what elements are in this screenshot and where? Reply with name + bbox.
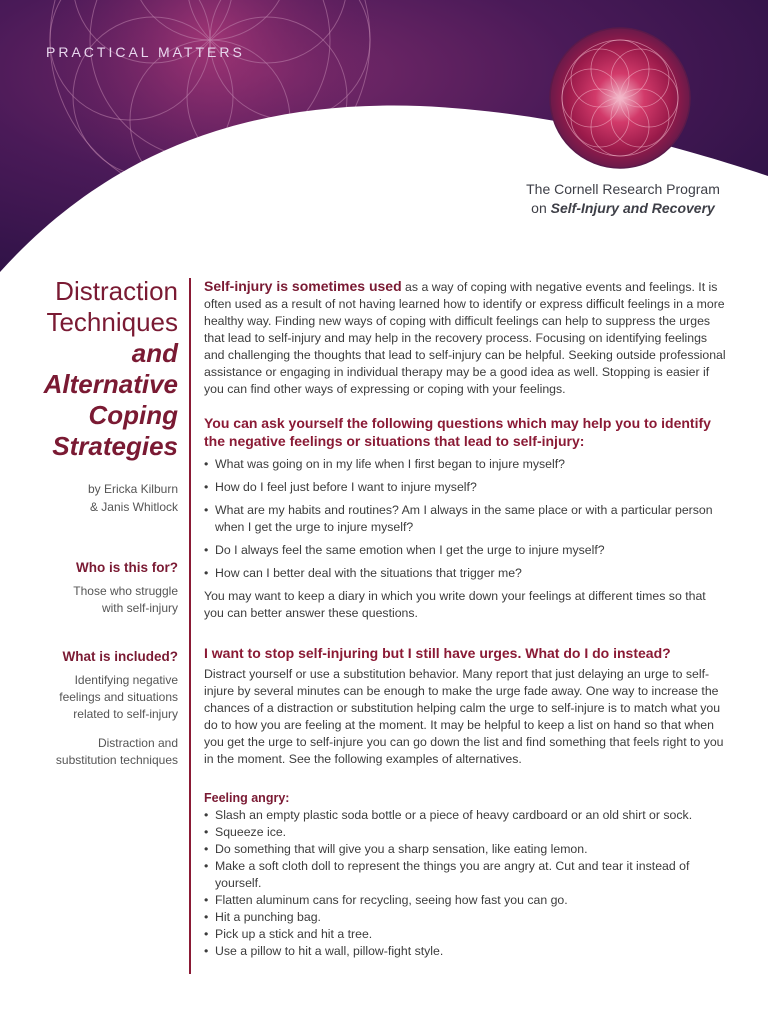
bullet-icon: •: [204, 480, 209, 494]
alternative-text: Squeeze ice.: [215, 825, 287, 839]
included-item: [20, 672, 178, 723]
alternative-text: Make a soft cloth doll to represent the things you are angry at. Cut and tear it instead of yourself.: [215, 859, 690, 890]
alternative-text: Hit a punching bag.: [215, 910, 321, 924]
question-text: Do I always feel the same emotion when I get the urge to injure myself?: [215, 543, 605, 557]
diary-paragraph: You may want to keep a diary in which you write down your feelings at different times so that you can better answer these questions.: [204, 589, 706, 620]
list-item: [204, 909, 726, 926]
urges-paragraph: Distract yourself or use a substitution behavior. Many report that just delaying an urge to self-injure by several minutes can be enough to make the urge fade away. One way to increase the chances of a distraction or substitution helping calm the urge to self-injure is to match what you do to how you are feeling at the moment. It may be helpful to keep a list on hand so that when you get the urge to self-injure you can go down the list and find something that feels right to you in the moment. See the following examples of alternatives.: [204, 667, 724, 766]
alternative-text: Use a pillow to hit a wall, pillow-fight style.: [215, 944, 444, 958]
list-item: [204, 943, 726, 960]
bullet-icon: •: [204, 927, 209, 941]
questions-heading: You can ask yourself the following questions which may help you to identify the negative feelings or situations that lead to self-injury:: [204, 415, 711, 449]
program-line1: The Cornell Research Program: [526, 181, 720, 197]
list-item: [204, 858, 726, 892]
list-item: [204, 502, 726, 536]
author-line: & Janis Whitlock: [89, 500, 178, 514]
program-line2-emphasis: Self-Injury and Recovery: [550, 200, 715, 216]
bullet-icon: •: [204, 910, 209, 924]
intro-text: as a way of coping with negative events and feelings. It is often used as a result of not having learned how to identify or express difficult feelings in a more healthy way. Finding new ways of coping with difficult feelings can help to suppress the urges that lead to self-injury and may help in the recovery process. Focusing on identifying feelings and challenging the thoughts that lead to self-injury can be helpful. Seeking outside professional assistance or engaging in individual therapy may be a good idea as well. Stopping is easier if you can find other ways of expressing or coping with your feelings.: [204, 280, 726, 396]
included-line: Identifying negative: [74, 673, 178, 687]
main-content: [204, 278, 726, 960]
included-item: [20, 735, 178, 769]
list-item: [204, 892, 726, 909]
sidebar: [20, 276, 178, 769]
bullet-icon: •: [204, 503, 209, 517]
authors: [20, 480, 178, 516]
included-line: related to self-injury: [73, 707, 178, 721]
included-heading: What is included?: [62, 649, 178, 664]
bullet-icon: •: [204, 859, 209, 873]
program-name: [500, 180, 746, 218]
question-text: How do I feel just before I want to injure myself?: [215, 480, 477, 494]
questions-list: [204, 456, 726, 582]
list-item: [204, 479, 726, 496]
included-line: feelings and situations: [59, 690, 178, 704]
question-text: What was going on in my life when I first began to injure myself?: [215, 457, 565, 471]
bullet-icon: •: [204, 543, 209, 557]
list-item: [204, 456, 726, 473]
program-line2-prefix: on: [531, 200, 551, 216]
question-text: What are my habits and routines? Am I always in the same place or with a particular person when I get the urge to injure myself?: [215, 503, 713, 534]
document-title: [20, 276, 178, 462]
intro-lead: Self-injury is sometimes used: [204, 278, 402, 294]
bullet-icon: •: [204, 893, 209, 907]
list-item: [204, 824, 726, 841]
alternative-text: Slash an empty plastic soda bottle or a piece of heavy cardboard or an old shirt or sock.: [215, 808, 693, 822]
question-text: How can I better deal with the situations that trigger me?: [215, 566, 522, 580]
bullet-icon: •: [204, 944, 209, 958]
alternative-text: Do something that will give you a sharp sensation, like eating lemon.: [215, 842, 588, 856]
title-line: Coping: [88, 400, 178, 430]
urges-heading: I want to stop self-injuring but I still have urges. What do I do instead?: [204, 645, 671, 661]
angry-heading: Feeling angry:: [204, 791, 290, 805]
title-line: and: [131, 338, 178, 368]
included-line: Distraction and: [97, 736, 178, 750]
who-text: [20, 583, 178, 617]
author-line: by Ericka Kilburn: [87, 482, 178, 496]
list-item: [204, 565, 726, 582]
bullet-icon: •: [204, 808, 209, 822]
list-item: [204, 542, 726, 559]
who-heading: Who is this for?: [76, 560, 178, 575]
intro-paragraph: [204, 278, 726, 398]
bullet-icon: •: [204, 825, 209, 839]
who-line: with self-injury: [101, 601, 178, 615]
header-banner: [0, 0, 768, 290]
list-item: [204, 926, 726, 943]
included-line: substitution techniques: [55, 753, 178, 767]
bullet-icon: •: [204, 566, 209, 580]
series-label: PRACTICAL MATTERS: [46, 44, 245, 60]
title-line: Techniques: [46, 307, 178, 337]
list-item: [204, 841, 726, 858]
list-item: [204, 807, 726, 824]
title-line: Strategies: [52, 431, 178, 461]
title-line: Distraction: [55, 276, 178, 306]
title-line: Alternative: [43, 369, 178, 399]
angry-list: [204, 807, 726, 960]
alternative-text: Pick up a stick and hit a tree.: [215, 927, 373, 941]
column-divider: [189, 278, 191, 974]
program-line2: [500, 199, 746, 218]
who-line: Those who struggle: [73, 584, 178, 598]
bullet-icon: •: [204, 457, 209, 471]
bullet-icon: •: [204, 842, 209, 856]
alternative-text: Flatten aluminum cans for recycling, seeing how fast you can go.: [215, 893, 568, 907]
